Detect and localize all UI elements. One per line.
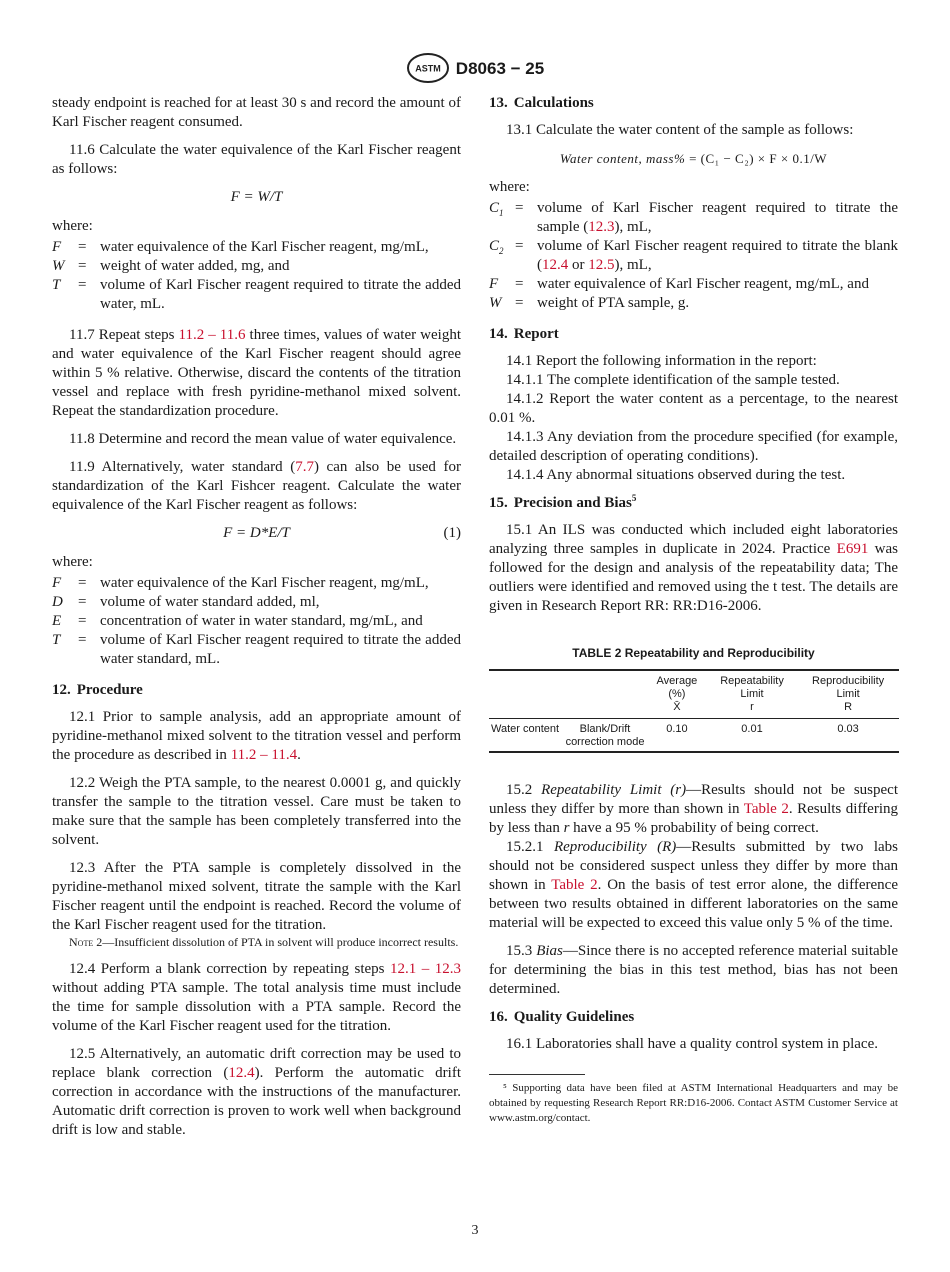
svg-text:ASTM: ASTM [415, 63, 441, 74]
link-12-4[interactable]: 12.4 [228, 1065, 255, 1081]
where-label-2: where: [52, 554, 93, 570]
document-id: D8063 − 25 [455, 58, 545, 78]
paragraph-14-1: 14.1 Report the following information in the report: [506, 353, 817, 369]
table-row: Water content Blank/Drift correction mode 0.10 0.01 0.03 [489, 719, 899, 753]
table-header-row [489, 670, 899, 719]
paragraph-15-2: 15.2 Repeatability Limit (r)—Results should not be suspect unless they differ by more than shown in Table 2. Results differing by less than r have a 95 % probability of being correct. [489, 782, 898, 836]
link-11-2-11-6[interactable]: 11.2 – 11.6 [178, 327, 246, 343]
paragraph-12-4: 12.4 Perform a blank correction by repeating steps 12.1 – 12.3 without adding PTA sample. The total analysis time must include the time for sample dissolution with a PTA sample. Record the volume of the Karl Fischer reagent used for the titration. [52, 961, 461, 1034]
footnote-5: ⁵ Supporting data have been filed at ASTM International Headquarters and may be obtained by requesting Research Report RR:D16-2006. Contact ASTM Customer Service at www.astm.org/contact. [489, 1082, 898, 1124]
paragraph-11-8: 11.8 Determine and record the mean value of water equivalence. [69, 431, 457, 447]
paragraph-14-1-3: 14.1.3 Any deviation from the procedure specified (for example, detailed description of operating conditions). [489, 429, 898, 464]
astm-logo-icon [406, 52, 450, 84]
definition-list-2: F = water equivalence of the Karl Fischer reagent, mg/mL, D = volume of water standard added, ml, E = concentration of water in water standard, mg/mL, and T = volume of Karl Fischer reagent required to titrate the added water standard, mL. [52, 575, 461, 667]
paragraph-16-1: 16.1 Laboratories shall have a quality control system in place. [506, 1036, 878, 1052]
page-number: 3 [471, 1223, 479, 1238]
link-table-2[interactable]: Table 2 [743, 801, 789, 817]
repeatability-table [489, 669, 899, 753]
page-header [0, 52, 950, 84]
paragraph-11-7: 11.7 Repeat steps 11.2 – 11.6 three times, values of water weight and water equivalence of the Karl Fischer reagent should agree within 5 % relative. Otherwise, discard the contents of the titration vessel and replace with fresh pyridine-methanol mixed solvent. Repeat the standardization procedure. [52, 327, 461, 419]
definition-list-3: $C_1$ = volume of Karl Fischer reagent required to titrate the sample (12.3), mL, $C_2$ = volume of Karl Fischer reagent required to titrate the blank (12.4 or 12.5), mL, F = water equivalence of Karl Fischer reagent, mg/mL, and W = weight of PTA sample, g. [489, 200, 898, 311]
section-heading-15: 15. Precision and Bias$^5$ [489, 493, 637, 511]
link-table-2-b[interactable]: Table 2 [551, 877, 598, 893]
note-2: Note 2—Insufficient dissolution of PTA in solvent will produce incorrect results. [69, 935, 459, 949]
paragraph-15-2-1: 15.2.1 Reproducibility (R)—Results submitted by two labs should not be considered suspect unless they differ by more than shown in Table 2. On the basis of test error alone, the difference between two results obtained in different laboratories on the same material will be expected to exceed this value only 5 % of the time. [489, 839, 898, 931]
equation-number: (1) [443, 525, 461, 541]
section-heading-16: 16. Quality Guidelines [489, 1009, 635, 1025]
where-label-3: where: [489, 179, 530, 195]
paragraph-continuation: steady endpoint is reached for at least 30 s and record the amount of Karl Fischer reagent consumed. [52, 95, 461, 130]
link-12-3[interactable]: 12.3 [588, 219, 615, 235]
left-column [52, 94, 461, 1149]
where-label: where: [52, 218, 93, 234]
section-heading-14: 14. Report [489, 326, 559, 342]
paragraph-14-1-4: 14.1.4 Any abnormal situations observed during the test. [506, 467, 846, 483]
paragraph-12-5: 12.5 Alternatively, an automatic drift correction may be used to replace blank correction (12.4). Perform the automatic drift correction in accordance with the instructions of the manufacturer. Automatic drift correction is proven to work well when background drift is low and stable. [52, 1046, 461, 1138]
paragraph-12-3: 12.3 After the PTA sample is completely dissolved in the pyridine-methanol mixed solvent, titrate the sample with the Karl Fischer reagent until the endpoint is reached. Record the volume of the Karl Fischer reagent used for the titration. [52, 860, 461, 933]
paragraph-14-1-1: 14.1.1 The complete identification of the sample tested. [506, 372, 840, 388]
section-heading-13: 13. Calculations [489, 95, 594, 111]
table-caption: TABLE 2 Repeatability and Reproducibility [572, 646, 815, 660]
footnote-divider [489, 1074, 585, 1075]
link-12-1-12-3[interactable]: 12.1 – 12.3 [390, 961, 461, 977]
link-11-2-11-4[interactable]: 11.2 – 11.4 [230, 747, 298, 763]
paragraph-11-6: 11.6 Calculate the water equivalence of the Karl Fischer reagent as follows: [52, 142, 461, 177]
header-repeatability: Repeatability Limit r [707, 670, 797, 719]
paragraph-12-2: 12.2 Weigh the PTA sample, to the nearest 0.0001 g, and quickly transfer the sample to the titration vessel. Care must be taken to make sure that the sample has been completely transferred into the solvent. [52, 775, 461, 848]
header-average: Average (%) X̄ [647, 670, 707, 719]
paragraph-15-3: 15.3 Bias—Since there is no accepted reference material suitable for determining the bias in this test method, bias has not been determined. [489, 943, 898, 997]
link-7-7[interactable]: 7.7 [295, 459, 314, 475]
right-column [489, 94, 898, 1126]
equation-1: F = D*E/T (1) [223, 525, 461, 541]
section-heading-12: 12. Procedure [52, 682, 143, 698]
link-e691[interactable]: E691 [836, 541, 869, 557]
paragraph-15-1: 15.1 An ILS was conducted which included eight laboratories analyzing three samples in duplicate in 2024. Practice E691 was followed for the design and analysis of the repeatability data; The outliers were identified and removed using the t test. The details are given in Research Report RR: RR:D16-2006. [489, 522, 898, 614]
equation-water-content: Water content, mass% = (C₁ − C₂) × F × 0.1/W [559, 151, 828, 166]
paragraph-12-1: 12.1 Prior to sample analysis, add an appropriate amount of pyridine-methanol mixed solvent to the titration vessel and perform the procedure as described in 11.2 – 11.4. [52, 709, 461, 763]
link-12-5[interactable]: 12.5 [588, 257, 615, 273]
paragraph-11-9: 11.9 Alternatively, water standard (7.7) can also be used for standardization of the Karl Fishcer reagent. Calculate the water equivalence of the Karl Fischer reagent as follows: [52, 459, 461, 513]
header-reproducibility: Reproducibility Limit R [797, 670, 899, 719]
paragraph-14-1-2: 14.1.2 Report the water content as a percentage, to the nearest 0.01 %. [489, 391, 898, 426]
definition-list-1: F = water equivalence of the Karl Fischer reagent, mg/mL, W = weight of water added, mg, and T = volume of Karl Fischer reagent required to titrate the added water, mL. [52, 239, 461, 312]
paragraph-13-1: 13.1 Calculate the water content of the sample as follows: [506, 122, 854, 138]
equation-f-w-t: F = W/T [230, 189, 283, 205]
link-12-4-b[interactable]: 12.4 [542, 257, 569, 273]
